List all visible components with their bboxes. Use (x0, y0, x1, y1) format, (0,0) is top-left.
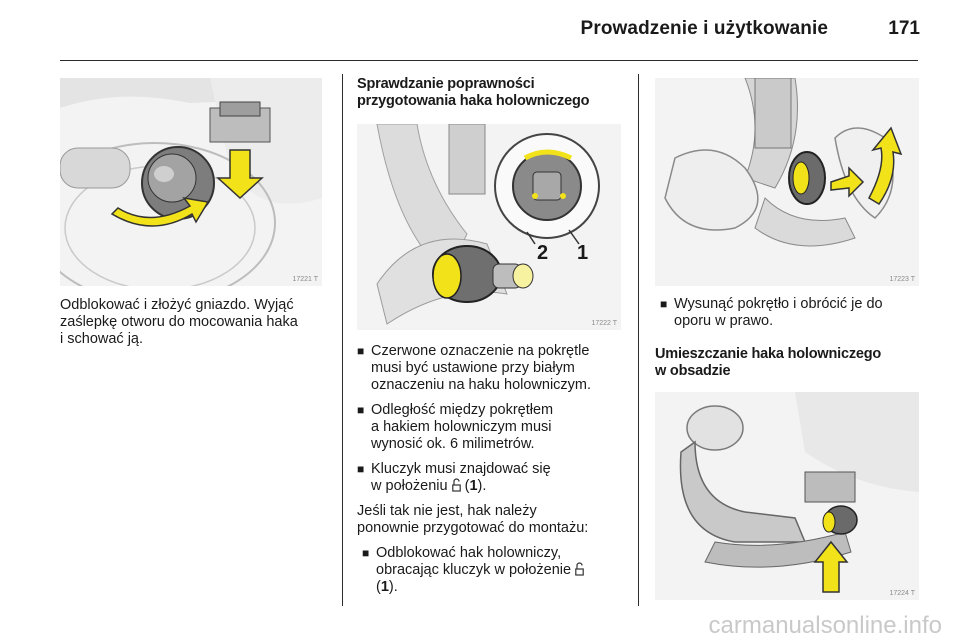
text-line: oporu w prawo. (674, 313, 774, 329)
bullet-text (371, 343, 591, 394)
ref-open: ( (376, 579, 381, 595)
figure-id: 17224 T (889, 590, 915, 597)
bullet-unlock-hook (362, 545, 634, 599)
unlocked-padlock-icon (575, 562, 584, 576)
socket-illustration-drawing (60, 78, 322, 286)
note-paragraph (357, 503, 637, 537)
text-line: Odblokować hak holowniczy, (376, 545, 562, 561)
bullet-extend-knob (660, 296, 922, 332)
figure-label-2: 2 (537, 242, 549, 264)
text-line: Odległość między pokrętłem (371, 402, 554, 418)
knob-extend-drawing (655, 78, 919, 286)
text-line: a hakiem holowniczym musi (371, 419, 552, 435)
heading-line: Sprawdzanie poprawności (357, 76, 535, 92)
section-heading-mount (655, 346, 917, 380)
unlocked-padlock-icon (452, 478, 461, 492)
text-line: oznaczeniu na haku holowniczym. (371, 377, 592, 393)
page-header-title: Prowadzenie i użytkowanie (580, 18, 828, 39)
text-line: ponownie przygotować do montażu: (357, 520, 589, 536)
figure-id: 17221 T (292, 276, 318, 283)
figure-label-1: 1 (577, 242, 589, 264)
socket-illustration (60, 78, 322, 286)
heading-line: przygotowania haka holowniczego (357, 93, 590, 109)
bullet-key-position (357, 461, 637, 497)
section-heading-check (357, 76, 632, 110)
text-line: wynosić ok. 6 milimetrów. (371, 436, 535, 452)
heading-line: Umieszczanie haka holowniczego (655, 346, 882, 362)
bullet-square: ■ (357, 462, 365, 476)
bullet-square: ■ (660, 297, 668, 311)
bullet-square: ■ (362, 546, 370, 560)
bullet-distance (357, 402, 637, 454)
text-line: zaślepkę otworu do mocowania haka (60, 314, 298, 330)
hook-mount-drawing (655, 392, 919, 600)
header-rule (60, 60, 918, 61)
text-line: obracając kluczyk w położenie (376, 562, 572, 578)
heading-line: w obsadzie (655, 363, 731, 379)
knob-check-drawing (357, 124, 621, 330)
text-line: i schować ją. (60, 331, 144, 347)
ref-close: ). (388, 579, 398, 595)
text-line: w położeniu (371, 478, 448, 494)
bullet-text (376, 545, 584, 596)
text-line: Odblokować i złożyć gniazdo. Wyjąć (60, 297, 294, 313)
ref-open: ( (460, 478, 470, 494)
column-divider-right (638, 74, 639, 606)
ref-number: 1 (380, 579, 389, 595)
watermark: carmanualsonline.info (708, 612, 942, 639)
text-line: Jeśli tak nie jest, hak należy (357, 503, 537, 519)
figure-id: 17223 T (889, 276, 915, 283)
text-line: Czerwone oznaczenie na pokrętle (371, 343, 590, 359)
figure-id: 17222 T (591, 320, 617, 327)
bullet-red-mark (357, 343, 637, 395)
hook-mount-illustration (655, 392, 919, 600)
bullet-square: ■ (357, 403, 365, 417)
bullet-text (371, 461, 551, 495)
bullet-text (674, 296, 883, 330)
page-number: 171 (888, 18, 920, 39)
text-line: musi być ustawione przy białym (371, 360, 575, 376)
ref-number: 1 (469, 478, 478, 494)
ref-close: ). (477, 478, 487, 494)
left-paragraph (60, 297, 338, 348)
knob-check-illustration (357, 124, 621, 330)
column-divider-left (342, 74, 343, 606)
text-line: Kluczyk musi znajdować się (371, 461, 551, 477)
text-line: Wysunąć pokrętło i obrócić je do (674, 296, 883, 312)
bullet-text (371, 402, 553, 453)
knob-extend-illustration (655, 78, 919, 286)
bullet-square: ■ (357, 344, 365, 358)
